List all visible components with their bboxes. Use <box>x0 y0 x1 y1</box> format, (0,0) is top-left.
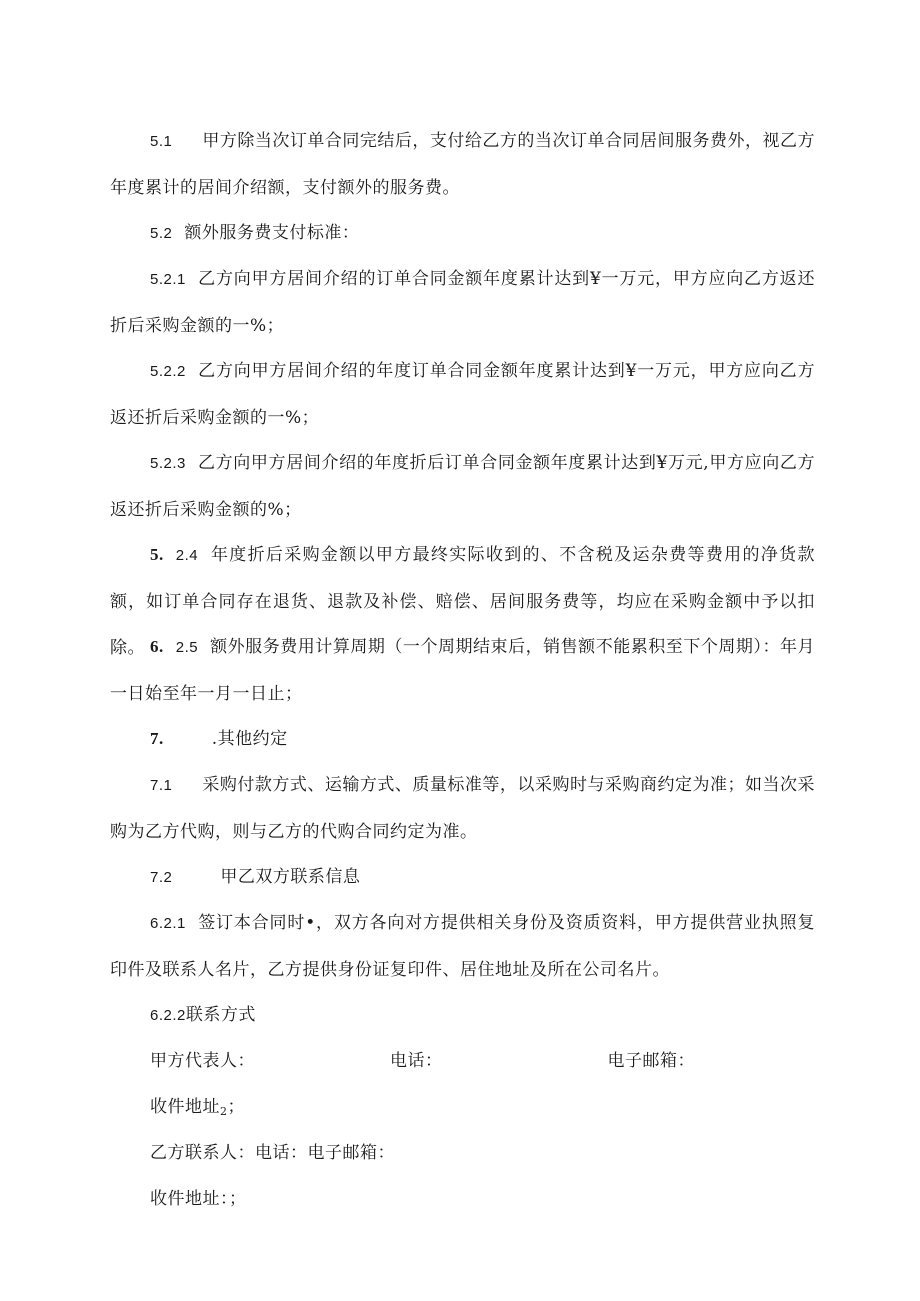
clause-text: 联系方式 <box>185 1005 256 1025</box>
clause-number: 5.2.1 <box>150 271 186 288</box>
clause-bold-number: 5. <box>150 545 164 564</box>
address-end: ； <box>227 1097 245 1117</box>
contact-party-b-address <box>110 1176 815 1222</box>
clause-5-2 <box>110 210 815 257</box>
clause-text: 乙方向甲方居间介绍的年度折后订单合同金额年度累计达到¥万元,甲方应向乙方返还折后采购金额的%； <box>110 453 815 520</box>
clause-text: 采购付款方式、运输方式、质量标准等，以采购时与采购商约定为准；如当次采购为乙方代购，则与乙方的代购合同约定为准。 <box>110 775 815 842</box>
clause-number: 6.2.1 <box>150 915 186 932</box>
clause-5-2-1 <box>110 256 815 349</box>
clause-number: 5.2.2 <box>150 363 186 380</box>
clause-text: .其他约定 <box>211 729 288 749</box>
clause-6-2-2 <box>110 992 815 1039</box>
clause-number: 5.2.3 <box>150 455 186 472</box>
clause-number: 7.2 <box>150 869 173 886</box>
clause-5-2-3 <box>110 440 815 533</box>
clause-5-1 <box>110 118 815 211</box>
clause-number: 5.2 <box>150 225 173 242</box>
clause-number: 7.1 <box>150 777 173 794</box>
clause-text: 甲乙双方联系信息 <box>220 867 361 887</box>
contact-party-b-line <box>110 1130 815 1176</box>
clause-text: 额外服务费用计算周期（一个周期结束后，销售额不能累积至下个周期）：年月一日始至年一月一日止； <box>110 637 815 704</box>
address-label: 收件地址 <box>150 1097 220 1117</box>
clause-text: 乙方向甲方居间介绍的订单合同金额年度累计达到¥一万元，甲方应向乙方返还折后采购金额的一%； <box>110 269 815 336</box>
clause-number: 5.1 <box>150 133 173 150</box>
clause-text: 额外服务费支付标准： <box>184 223 360 243</box>
clause-number: 6.2.2 <box>150 1007 186 1024</box>
clause-7-2 <box>110 854 815 901</box>
clause-number: 2.5 <box>175 639 199 656</box>
email-label: 电子邮箱： <box>607 1051 695 1071</box>
section-7-heading <box>110 716 815 762</box>
phone-label: 电话： <box>390 1051 443 1071</box>
contact-party-a-line <box>110 1038 815 1084</box>
party-a-representative-label: 甲方代表人： <box>150 1051 255 1071</box>
contact-party-a-address <box>110 1084 815 1135</box>
address-label: 收件地址：； <box>150 1189 247 1209</box>
clause-number: 2.4 <box>175 547 199 564</box>
party-b-contact-label: 乙方联系人：电话：电子邮箱： <box>150 1143 395 1163</box>
clause-bold-number: 6. <box>150 637 164 656</box>
clause-text: 年度折后采购金额以甲方最终实际收到的、不含税及运杂费等费用的净货款额，如订单合同存在退货、退款及补偿、赔偿、居间服务费等，均应在采购金额中予以扣除。 <box>110 545 815 658</box>
clause-text: 乙方向甲方居间介绍的年度订单合同金额年度累计达到¥一万元，甲方应向乙方返还折后采购金额的一%； <box>110 361 815 428</box>
clause-5-2-2 <box>110 348 815 441</box>
clause-text: 签订本合同时•，双方各向对方提供相关身份及资质资料，甲方提供营业执照复印件及联系人名片，乙方提供身份证复印件、居住地址及所在公司名片。 <box>110 913 815 980</box>
clause-6-2-5 <box>110 624 815 717</box>
clause-6-2-1 <box>110 900 815 993</box>
clause-7-1 <box>110 762 815 855</box>
address-subscript: 2 <box>220 1105 228 1118</box>
clause-text: 甲方除当次订单合同完结后，支付给乙方的当次订单合同居间服务费外，视乙方年度累计的居间介绍额，支付额外的服务费。 <box>110 131 815 198</box>
clause-bold-number: 7. <box>150 729 164 748</box>
